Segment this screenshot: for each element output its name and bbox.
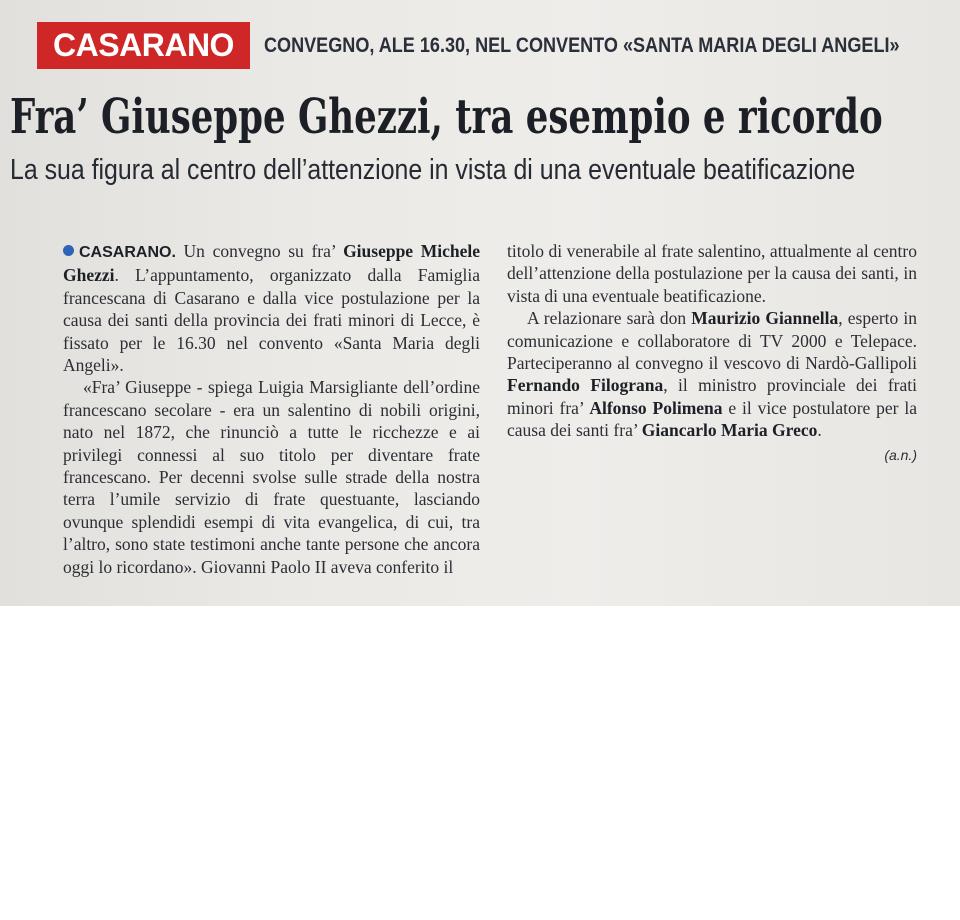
text-run: , esperto in comunicazione e collaboratore di TV 2000 e Telepace. Parteciperanno al convegno il vescovo di Nardò-Gallipoli [507,308,917,374]
bold-name: Giuseppe Michele Ghezzi [63,241,481,286]
author-signature: (a.n.) [884,446,917,463]
bold-name: Maurizio Giannella [691,308,839,329]
headline: Fra’ Giuseppe Ghezzi, tra esempio e ricordo [10,89,883,145]
text-run: . [817,420,822,441]
article-column-left [63,240,480,578]
bullet-dot-icon [63,245,74,256]
text-run: e il vice postulatore per la causa dei santi fra’ [507,397,917,441]
section-label: CASARANO [37,22,250,69]
text-run: A relazionare sarà don [527,308,692,329]
bold-name: Fernando Filograna [507,375,664,396]
text-run: , il ministro provinciale dei frati minori fra’ [507,375,917,418]
article-column-right [507,240,917,466]
article-paragraph-2-continued: titolo di venerabile al frate salentino, attualmente al centro dell’attenzione della postulazione per la causa dei santi, in vista di una eventuale beatificazione. [507,241,917,306]
kicker-text: CONVEGNO, ALE 16.30, NEL CONVENTO «SANTA MARIA DEGLI ANGELI» [264,34,900,57]
article-paragraph-3 [507,307,917,441]
text-run: Un convegno su fra’ [175,241,344,261]
article-paragraph-2: «Fra’ Giuseppe - spiega Luigia Marsigliante dell’ordine francescano secolare - era un salentino di nobili origini, nato nel 1872, che rinunciò a tutte le ricchezze e ai privilegi connessi al suo titolo per diventare frate francescano. Per decenni svolse sulle strade della nostra terra l’umile servizio di frate questuante, lasciando ovunque splendidi esempi di vita evangelica, di cui, tra l’altro, sono state testimoni anche tante persone che ancora oggi lo ricordano». Giovanni Paolo II aveva conferito il [63,377,480,577]
bold-name: Giancarlo Maria Greco [641,420,818,441]
text-run: . L’appuntamento, organizzato dalla Famiglia francescana di Casarano e dalla vice postulazione per la causa dei santi della provincia dei frati minori di Lecce, è fissato per le 16.30 nel convento «Santa Maria degli Angeli». [63,265,480,376]
dateline-place: CASARANO. [79,244,176,261]
bold-name: Alfonso Polimena [589,397,723,418]
kicker-row [37,22,937,72]
subheadline: La sua figura al centro dell’attenzione in vista di una eventuale beatificazione [10,154,856,186]
article-paragraph-1 [63,240,480,376]
